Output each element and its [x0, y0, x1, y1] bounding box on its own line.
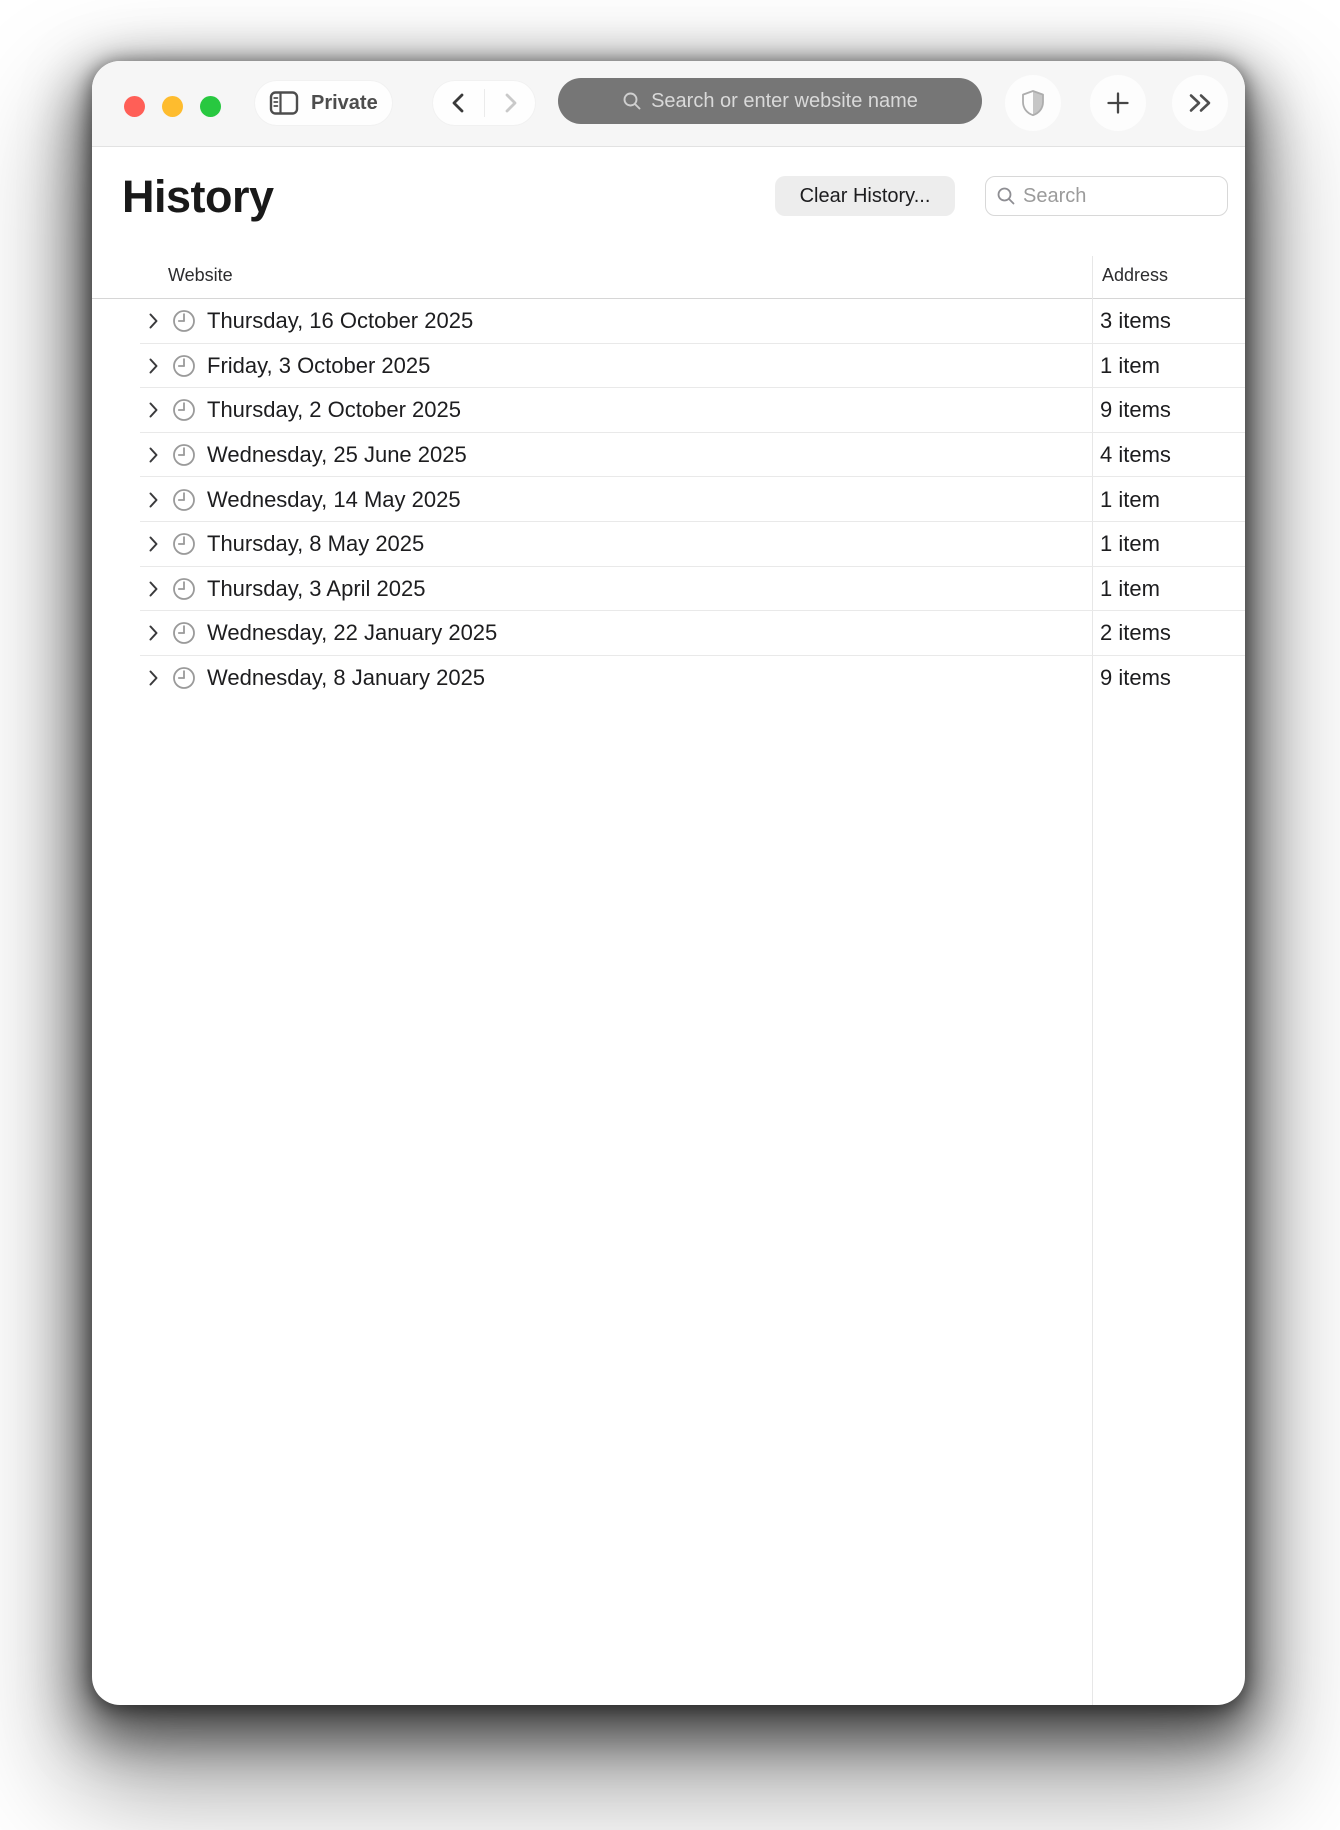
history-item-count: 9 items: [1100, 397, 1171, 423]
history-item-count: 2 items: [1100, 620, 1171, 646]
disclosure-chevron-icon[interactable]: [148, 624, 159, 642]
history-group-row[interactable]: [92, 477, 1245, 522]
history-date-label: Thursday, 3 April 2025: [207, 575, 426, 601]
back-button[interactable]: [448, 91, 470, 115]
history-group-row[interactable]: [92, 433, 1245, 478]
privacy-report-button[interactable]: [1005, 75, 1061, 131]
clock-icon: [172, 621, 196, 645]
safari-private-window: [92, 61, 1245, 1705]
history-item-count: 1 item: [1100, 486, 1160, 512]
history-row-list: [92, 299, 1245, 700]
forward-button[interactable]: [499, 91, 521, 115]
history-date-label: Wednesday, 8 January 2025: [207, 665, 486, 691]
disclosure-chevron-icon[interactable]: [148, 401, 159, 419]
disclosure-chevron-icon[interactable]: [148, 357, 159, 375]
clock-icon: [172, 443, 196, 467]
history-search-input[interactable]: [1023, 185, 1203, 208]
nav-divider: [484, 89, 485, 117]
history-search-field[interactable]: [985, 176, 1228, 216]
history-item-count: 1 item: [1100, 575, 1160, 601]
shield-icon: [1020, 89, 1046, 117]
history-group-row[interactable]: [92, 522, 1245, 567]
history-group-row[interactable]: [92, 656, 1245, 701]
history-item-count: 1 item: [1100, 352, 1160, 378]
history-item-count: 1 item: [1100, 531, 1160, 557]
disclosure-chevron-icon[interactable]: [148, 491, 159, 509]
column-header-website[interactable]: Website: [168, 265, 233, 285]
history-group-row[interactable]: [92, 567, 1245, 612]
search-icon: [622, 91, 642, 111]
disclosure-chevron-icon[interactable]: [148, 446, 159, 464]
show-all-tabs-button[interactable]: [1172, 75, 1228, 131]
disclosure-chevron-icon[interactable]: [148, 669, 159, 687]
table-header: [92, 253, 1245, 299]
clock-icon: [172, 666, 196, 690]
clock-icon: [172, 532, 196, 556]
history-item-count: 9 items: [1100, 665, 1171, 691]
sidebar-private-control[interactable]: [255, 81, 392, 125]
clock-icon: [172, 354, 196, 378]
page-title: History: [122, 171, 274, 222]
history-date-label: Wednesday, 25 June 2025: [207, 442, 467, 468]
clock-icon: [172, 488, 196, 512]
clock-icon: [172, 398, 196, 422]
disclosure-chevron-icon[interactable]: [148, 535, 159, 553]
history-date-label: Friday, 3 October 2025: [207, 352, 431, 378]
disclosure-chevron-icon[interactable]: [148, 312, 159, 330]
history-item-count: 3 items: [1100, 308, 1171, 334]
add-tab-icon: [1105, 90, 1131, 116]
sidebar-icon[interactable]: [269, 90, 299, 116]
history-group-row[interactable]: [92, 299, 1245, 344]
history-group-row[interactable]: [92, 611, 1245, 656]
navigation-buttons: [433, 81, 535, 125]
history-date-label: Thursday, 16 October 2025: [207, 308, 474, 334]
address-bar-placeholder: Search or enter website name: [651, 89, 918, 112]
history-date-label: Thursday, 8 May 2025: [207, 531, 425, 557]
history-group-row[interactable]: [92, 344, 1245, 389]
minimize-window-button[interactable]: [162, 96, 183, 117]
clock-icon: [172, 309, 196, 333]
history-date-label: Thursday, 2 October 2025: [207, 397, 461, 423]
address-bar[interactable]: [558, 78, 982, 124]
close-window-button[interactable]: [124, 96, 145, 117]
history-date-label: Wednesday, 22 January 2025: [207, 620, 498, 646]
clock-icon: [172, 577, 196, 601]
history-date-label: Wednesday, 14 May 2025: [207, 486, 461, 512]
history-item-count: 4 items: [1100, 442, 1171, 468]
browser-toolbar: [92, 61, 1245, 147]
zoom-window-button[interactable]: [200, 96, 221, 117]
private-mode-label: Private: [311, 91, 378, 114]
column-header-address[interactable]: Address: [1102, 265, 1169, 285]
new-tab-button[interactable]: [1090, 75, 1146, 131]
more-chevrons-icon: [1183, 91, 1217, 115]
search-icon: [996, 186, 1016, 206]
disclosure-chevron-icon[interactable]: [148, 580, 159, 598]
clear-history-button[interactable]: Clear History...: [775, 176, 955, 216]
history-group-row[interactable]: [92, 388, 1245, 433]
